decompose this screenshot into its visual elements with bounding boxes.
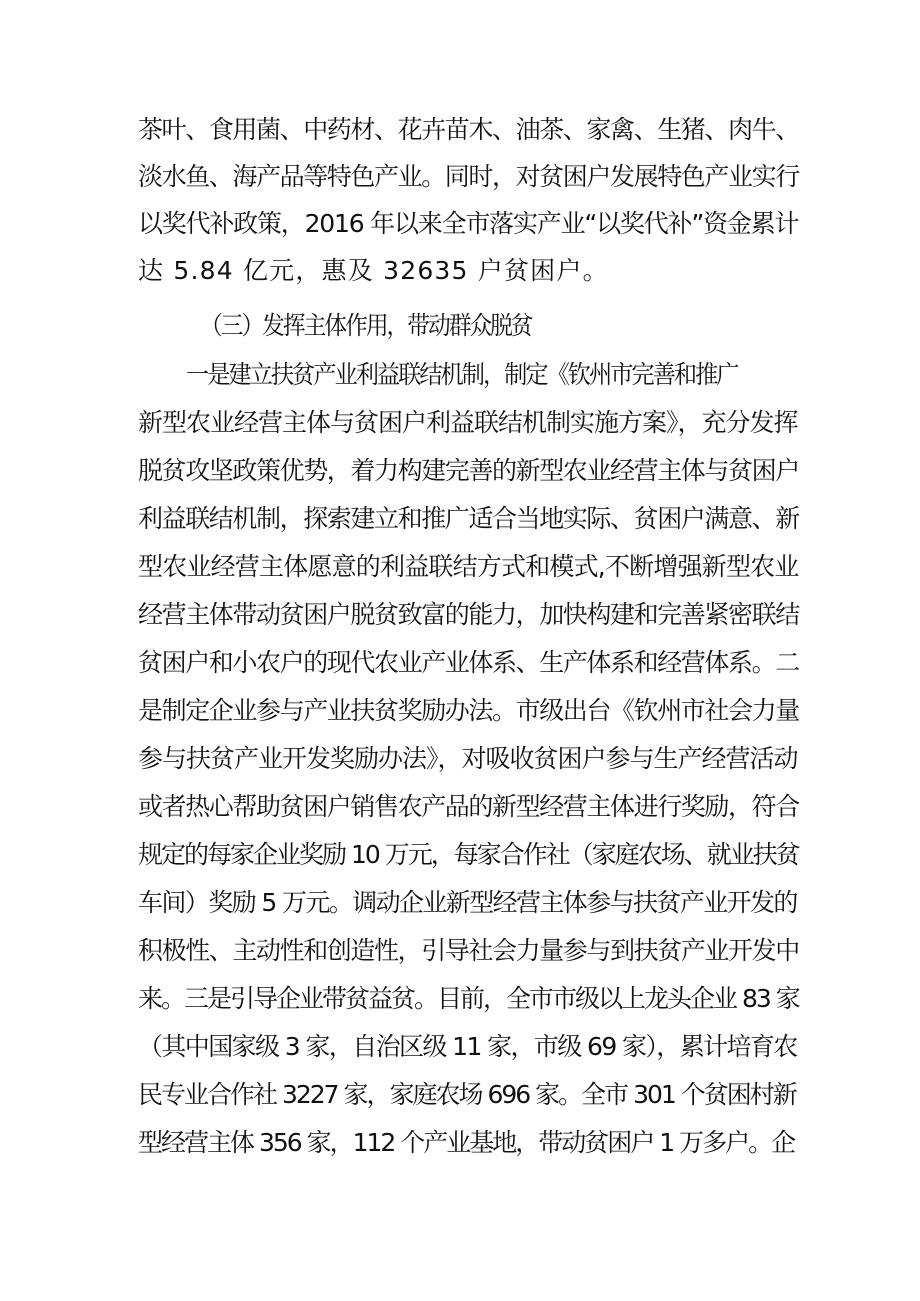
text-line: 茶叶、食用菌、中药材、花卉苗木、油茶、家禽、生猪、肉牛、: [138, 115, 799, 144]
text-line: 规定的每家企业奖励 10 万元，每家合作社（家庭农场、就业扶贫: [138, 840, 799, 869]
text-line: 淡水鱼、海产品等特色产业。同时，对贫困户发展特色产业实行: [138, 162, 799, 191]
text-line: 参与扶贫产业开发奖励办法》，对吸收贫困户参与生产经营活动: [138, 744, 798, 773]
text-line: （其中国家级 3 家，自治区级 11 家，市级 69 家），累计培育农: [138, 1032, 797, 1061]
text-line: 车间）奖励 5 万元。调动企业新型经营主体参与扶贫产业开发的: [138, 888, 797, 917]
text-line: 型经营主体 356 家，112 个产业基地，带动贫困户 1 万多户。企: [138, 1128, 795, 1157]
text-line: 型农业经营主体愿意的利益联结方式和模式,不断增强新型农业: [138, 552, 799, 581]
text-line: 经营主体带动贫困户脱贫致富的能力，加快构建和完善紧密联结: [138, 600, 799, 629]
text-line: 来。三是引导企业带贫益贫。目前，全市市级以上龙头企业 83 家: [138, 984, 799, 1013]
text-line: 或者热心帮助贫困户销售农产品的新型经营主体进行奖励，符合: [138, 792, 799, 821]
text-line: 民专业合作社 3227 家，家庭农场 696 家。全市 301 个贫困村新: [138, 1080, 796, 1109]
paragraph-first-line: 一是建立扶贫产业利益联结机制，制定《钦州市完善和推广: [186, 360, 738, 389]
text-line: 脱贫攻坚政策优势，着力构建完善的新型农业经营主体与贫困户: [138, 456, 799, 485]
section-heading: （三）发挥主体作用，带动群众脱贫: [200, 311, 532, 340]
text-line: 是制定企业参与产业扶贫奖励办法。市级出台《钦州市社会力量: [138, 696, 799, 725]
text-line: 利益联结机制，探索建立和推广适合当地实际、贫困户满意、新: [138, 504, 799, 533]
text-line: 新型农业经营主体与贫困户利益联结机制实施方案》，充分发挥: [138, 408, 798, 437]
text-line: 以奖代补政策，2016 年以来全市落实产业“以奖代补”资金累计: [138, 209, 799, 238]
text-line: 达 5.84 亿元，惠及 32635 户贫困户。: [138, 256, 609, 285]
text-line: 积极性、主动性和创造性，引导社会力量参与到扶贫产业开发中: [138, 936, 799, 965]
text-line: 贫困户和小农户的现代农业产业体系、生产体系和经营体系。二: [138, 648, 799, 677]
